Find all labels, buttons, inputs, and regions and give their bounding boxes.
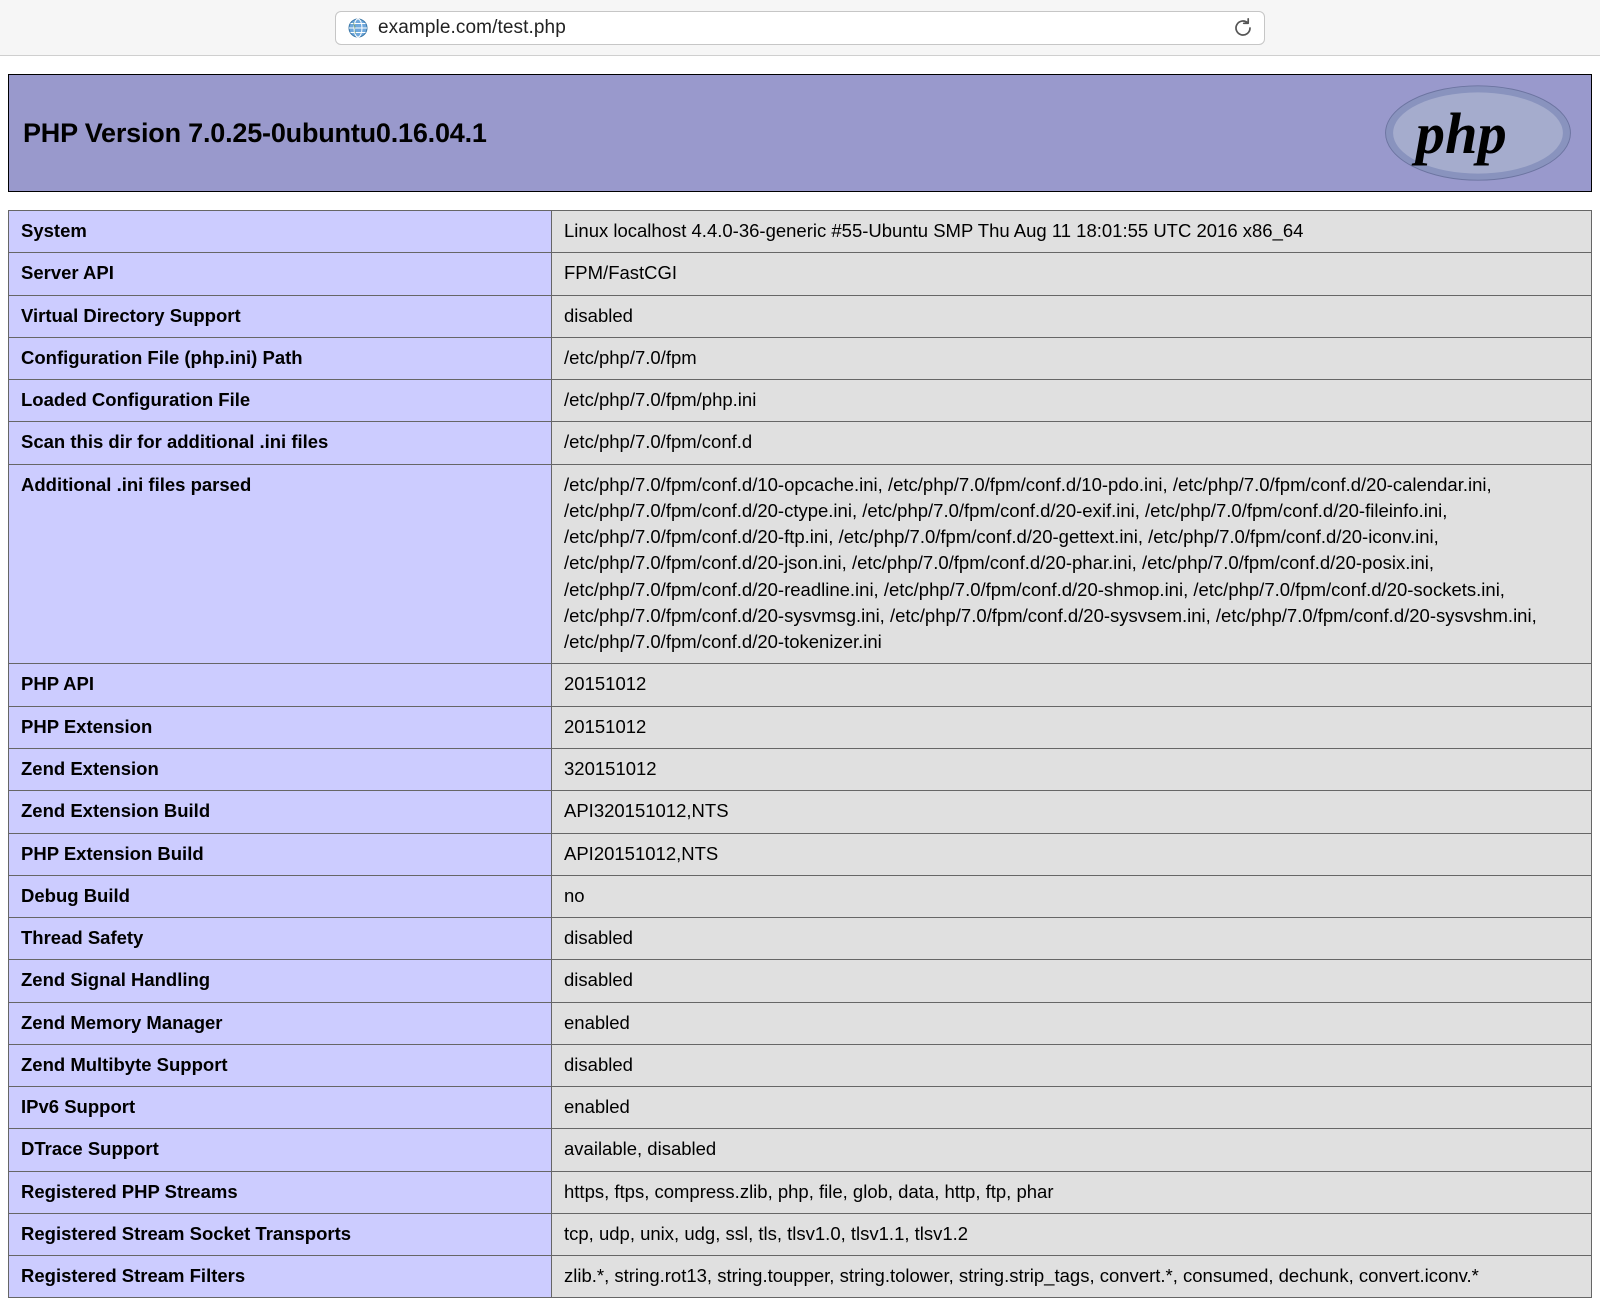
table-row bbox=[9, 1256, 1592, 1298]
row-value: no bbox=[552, 875, 1592, 917]
row-key: Server API bbox=[9, 253, 552, 295]
row-value: /etc/php/7.0/fpm bbox=[552, 337, 1592, 379]
row-key: Loaded Configuration File bbox=[9, 380, 552, 422]
row-key: Zend Multibyte Support bbox=[9, 1044, 552, 1086]
row-value: tcp, udp, unix, udg, ssl, tls, tlsv1.0, tlsv1.1, tlsv1.2 bbox=[552, 1213, 1592, 1255]
row-key: PHP Extension bbox=[9, 706, 552, 748]
address-bar[interactable] bbox=[335, 11, 1265, 45]
row-key: Thread Safety bbox=[9, 918, 552, 960]
table-row bbox=[9, 664, 1592, 706]
table-row bbox=[9, 875, 1592, 917]
row-value: 20151012 bbox=[552, 706, 1592, 748]
row-value: disabled bbox=[552, 960, 1592, 1002]
row-key: Registered Stream Socket Transports bbox=[9, 1213, 552, 1255]
table-row bbox=[9, 1044, 1592, 1086]
page-title: PHP Version 7.0.25-0ubuntu0.16.04.1 bbox=[23, 117, 487, 148]
row-value: enabled bbox=[552, 1087, 1592, 1129]
php-version-header bbox=[8, 74, 1592, 192]
row-key: Scan this dir for additional .ini files bbox=[9, 422, 552, 464]
php-logo bbox=[1383, 83, 1573, 183]
table-row bbox=[9, 1002, 1592, 1044]
row-key: Debug Build bbox=[9, 875, 552, 917]
row-key: Zend Extension Build bbox=[9, 791, 552, 833]
row-value: disabled bbox=[552, 918, 1592, 960]
table-row bbox=[9, 791, 1592, 833]
row-value: Linux localhost 4.4.0-36-generic #55-Ubuntu SMP Thu Aug 11 18:01:55 UTC 2016 x86_64 bbox=[552, 211, 1592, 253]
row-key: Configuration File (php.ini) Path bbox=[9, 337, 552, 379]
row-key: DTrace Support bbox=[9, 1129, 552, 1171]
table-row bbox=[9, 1087, 1592, 1129]
table-row bbox=[9, 464, 1592, 664]
row-value: 320151012 bbox=[552, 748, 1592, 790]
table-row bbox=[9, 1171, 1592, 1213]
phpinfo-table-body bbox=[9, 211, 1592, 1298]
table-row bbox=[9, 253, 1592, 295]
globe-icon bbox=[348, 18, 368, 38]
row-key: Virtual Directory Support bbox=[9, 295, 552, 337]
table-row bbox=[9, 918, 1592, 960]
row-value: /etc/php/7.0/fpm/conf.d/10-opcache.ini, /etc/php/7.0/fpm/conf.d/10-pdo.ini, /etc/php/7.0/fpm/conf.d/20-calendar.ini, /etc/php/7.0/fpm/conf.d/20-ctype.ini, /etc/php/7.0/fpm/conf.d/20-exif.ini, /etc/php/7.0/fpm/conf.d/20-fileinfo.ini, /etc/php/7.0/fpm/conf.d/20-ftp.ini, /etc/php/7.0/fpm/conf.d/20-gettext.ini, /etc/php/7.0/fpm/conf.d/20-iconv.ini, /etc/php/7.0/fpm/conf.d/20-json.ini, /etc/php/7.0/fpm/conf.d/20-phar.ini, /etc/php/7.0/fpm/conf.d/20-posix.ini, /etc/php/7.0/fpm/conf.d/20-readline.ini, /etc/php/7.0/fpm/conf.d/20-shmop.ini, /etc/php/7.0/fpm/conf.d/20-sockets.ini, /etc/php/7.0/fpm/conf.d/20-sysvmsg.ini, /etc/php/7.0/fpm/conf.d/20-sysvsem.ini, /etc/php/7.0/fpm/conf.d/20-sysvshm.ini, /etc/php/7.0/fpm/conf.d/20-tokenizer.ini bbox=[552, 464, 1592, 664]
row-key: Registered PHP Streams bbox=[9, 1171, 552, 1213]
table-row bbox=[9, 748, 1592, 790]
table-row bbox=[9, 1129, 1592, 1171]
phpinfo-table bbox=[8, 210, 1592, 1298]
table-row bbox=[9, 295, 1592, 337]
row-value: /etc/php/7.0/fpm/conf.d bbox=[552, 422, 1592, 464]
row-value: enabled bbox=[552, 1002, 1592, 1044]
row-value: API320151012,NTS bbox=[552, 791, 1592, 833]
browser-toolbar bbox=[0, 0, 1600, 56]
row-key: Additional .ini files parsed bbox=[9, 464, 552, 664]
row-key: Zend Signal Handling bbox=[9, 960, 552, 1002]
reload-icon[interactable] bbox=[1232, 17, 1254, 39]
table-row bbox=[9, 380, 1592, 422]
row-value: https, ftps, compress.zlib, php, file, glob, data, http, ftp, phar bbox=[552, 1171, 1592, 1213]
row-key: System bbox=[9, 211, 552, 253]
row-key: Registered Stream Filters bbox=[9, 1256, 552, 1298]
row-value: zlib.*, string.rot13, string.toupper, string.tolower, string.strip_tags, convert.*, consumed, dechunk, convert.iconv.* bbox=[552, 1256, 1592, 1298]
row-key: Zend Memory Manager bbox=[9, 1002, 552, 1044]
table-row bbox=[9, 1213, 1592, 1255]
row-key: PHP API bbox=[9, 664, 552, 706]
row-value: /etc/php/7.0/fpm/php.ini bbox=[552, 380, 1592, 422]
table-row bbox=[9, 337, 1592, 379]
row-value: disabled bbox=[552, 1044, 1592, 1086]
row-value: disabled bbox=[552, 295, 1592, 337]
row-key: Zend Extension bbox=[9, 748, 552, 790]
row-key: PHP Extension Build bbox=[9, 833, 552, 875]
table-row bbox=[9, 422, 1592, 464]
url-text[interactable]: example.com/test.php bbox=[378, 16, 566, 38]
table-row bbox=[9, 211, 1592, 253]
svg-text:php: php bbox=[1415, 100, 1507, 166]
row-value: available, disabled bbox=[552, 1129, 1592, 1171]
phpinfo-page bbox=[0, 74, 1600, 1298]
row-value: API20151012,NTS bbox=[552, 833, 1592, 875]
table-row bbox=[9, 833, 1592, 875]
row-value: 20151012 bbox=[552, 664, 1592, 706]
table-row bbox=[9, 706, 1592, 748]
row-key: IPv6 Support bbox=[9, 1087, 552, 1129]
table-row bbox=[9, 960, 1592, 1002]
row-value: FPM/FastCGI bbox=[552, 253, 1592, 295]
